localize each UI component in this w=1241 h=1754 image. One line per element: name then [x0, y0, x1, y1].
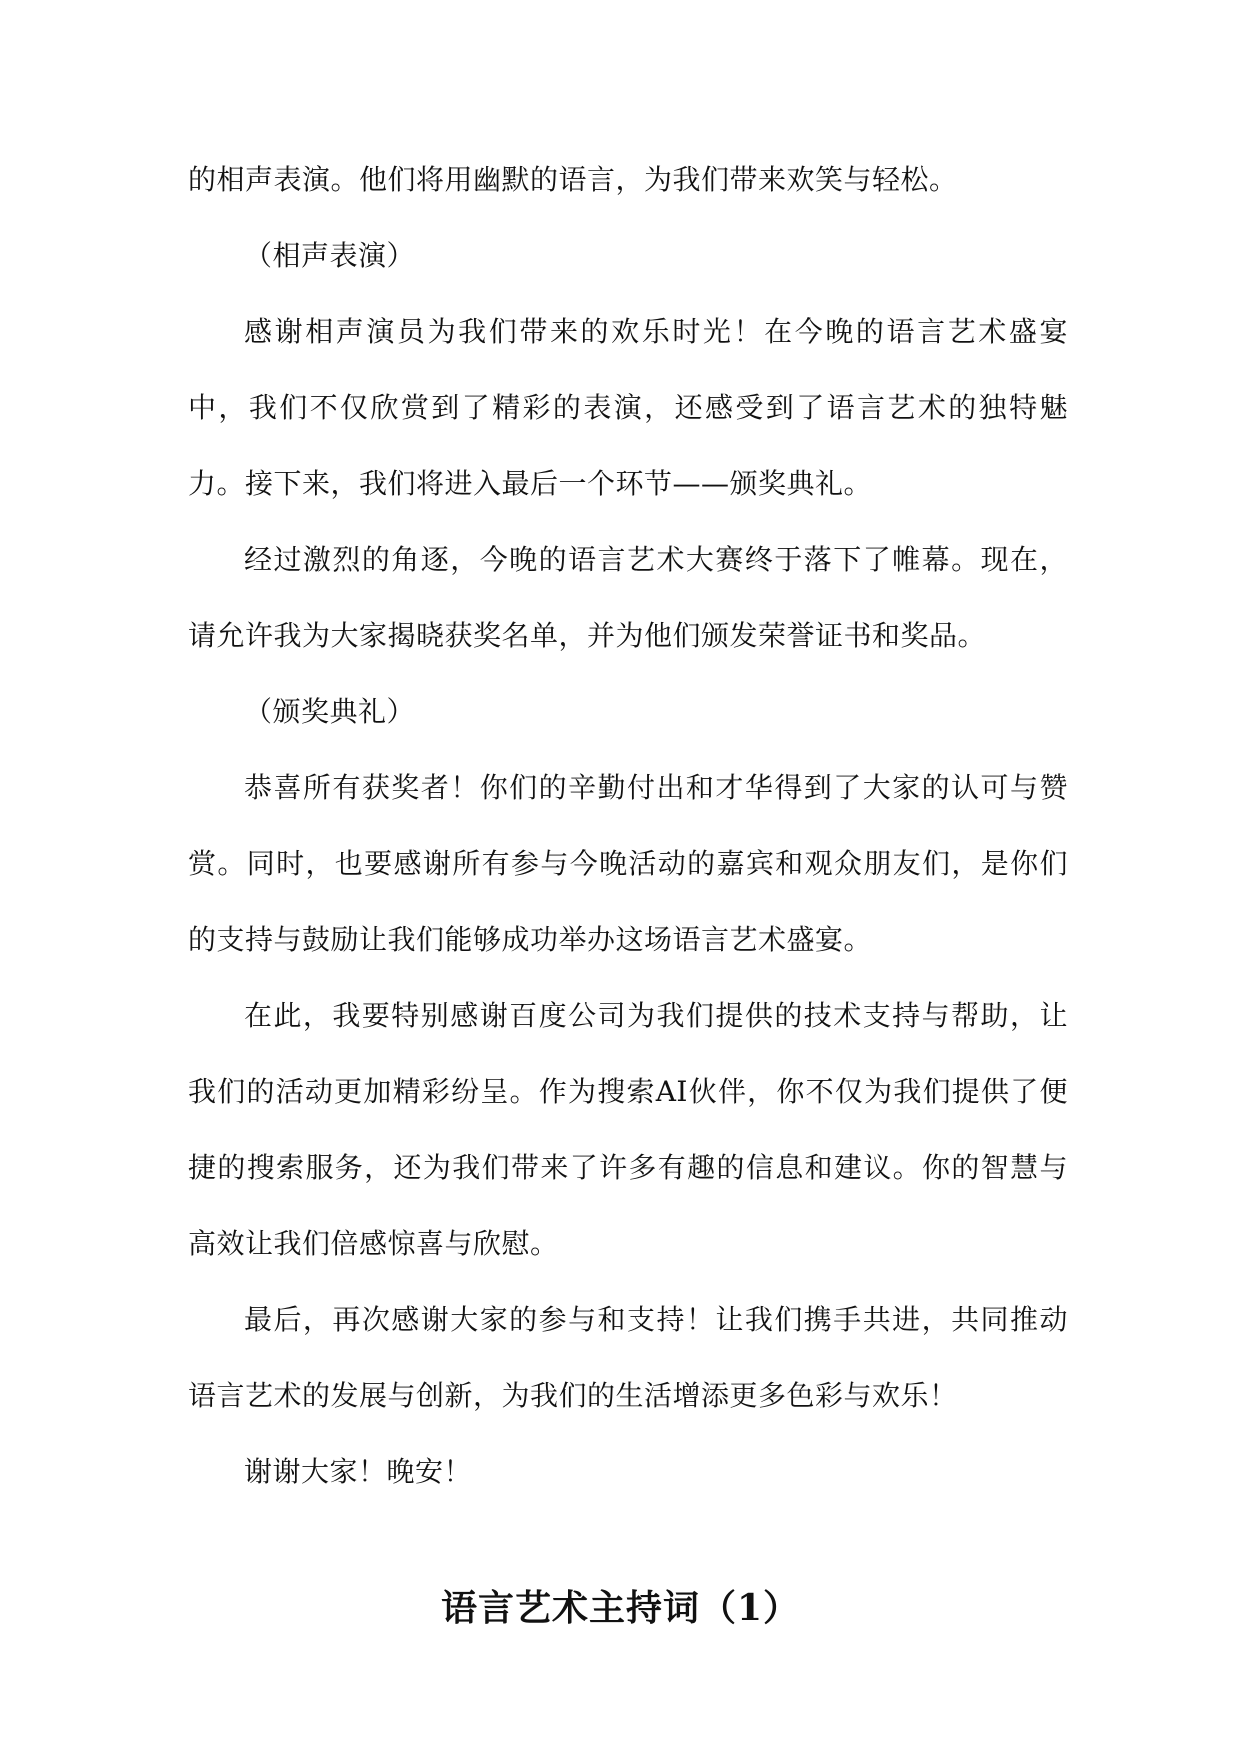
section-heading: 语言艺术主持词（1） — [440, 1587, 801, 1629]
paragraph-closing: 最后，再次感谢大家的参与和支持！让我们携手共进，共同推动语言艺术的发展与创新，为我们的生活增添更多色彩与欢乐！ — [188, 1303, 1068, 1412]
paragraph-competition-end: 经过激烈的角逐，今晚的语言艺术大赛终于落下了帷幕。现在，请允许我为大家揭晓获奖名单，并为他们颁发荣誉证书和奖品。 — [188, 543, 1068, 652]
document-body — [188, 142, 1068, 1510]
paragraph-special-thanks: 在此，我要特别感谢百度公司为我们提供的技术支持与帮助，让我们的活动更加精彩纷呈。作为搜索AI伙伴，你不仅为我们提供了便捷的搜索服务，还为我们带来了许多有趣的信息和建议。你的智慧与高效让我们倍感惊喜与欣慰。 — [188, 999, 1068, 1260]
paragraph-thanks-performers: 感谢相声演员为我们带来的欢乐时光！在今晚的语言艺术盛宴中，我们不仅欣赏到了精彩的表演，还感受到了语言艺术的独特魅力。接下来，我们将进入最后一个环节——颁奖典礼。 — [188, 315, 1068, 500]
paragraph-congratulations: 恭喜所有获奖者！你们的辛勤付出和才华得到了大家的认可与赞赏。同时，也要感谢所有参与今晚活动的嘉宾和观众朋友们，是你们的支持与鼓励让我们能够成功举办这场语言艺术盛宴。 — [188, 771, 1068, 956]
stage-direction-awards: （颁奖典礼） — [244, 695, 416, 728]
paragraph-goodnight: 谢谢大家！晚安！ — [244, 1455, 473, 1488]
paragraph-continuation: 的相声表演。他们将用幽默的语言，为我们带来欢笑与轻松。 — [188, 163, 958, 196]
stage-direction-crosstalk: （相声表演） — [244, 239, 416, 272]
